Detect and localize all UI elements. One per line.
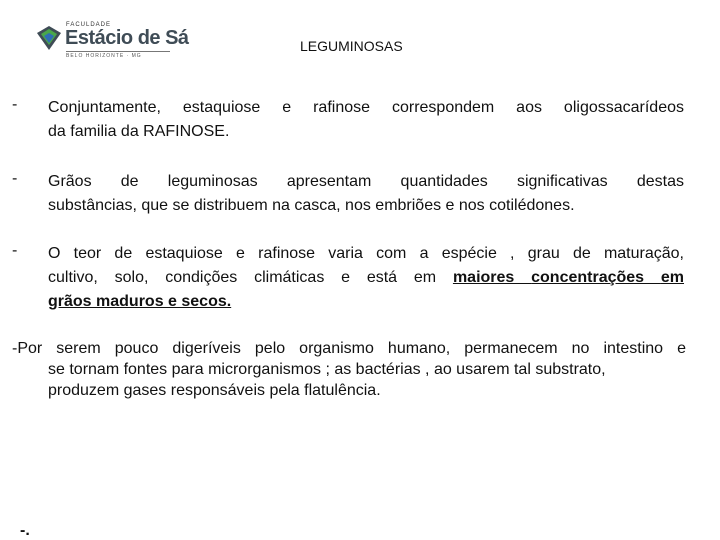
list-item xyxy=(48,170,684,218)
trailing-mark: -. xyxy=(20,522,30,539)
paragraph-line: -Por serem pouco digeríveis pelo organismo humano, permanecem no intestino e xyxy=(12,340,686,357)
list-item xyxy=(48,96,684,144)
item-line xyxy=(48,266,684,290)
logo-divider xyxy=(66,51,170,52)
closing-paragraph xyxy=(12,338,686,401)
logo-top-text: FACULDADE xyxy=(66,22,112,28)
item-line: da familia da RAFINOSE. xyxy=(48,123,230,140)
item-line: Grãos de leguminosas apresentam quantidades significativas destas xyxy=(48,173,684,190)
item-text: cultivo, solo, condições climáticas e está em xyxy=(48,269,453,286)
emphasis-text: grãos maduros e secos. xyxy=(48,293,232,310)
paragraph-line: produzem gases responsáveis pela flatulência. xyxy=(48,382,381,399)
list-item xyxy=(48,242,684,314)
item-line xyxy=(48,290,684,314)
emphasis-text: concentrações xyxy=(531,269,661,286)
logo-sub-text: BELO HORIZONTE · MG xyxy=(66,53,142,59)
logo-name-text: Estácio de Sá xyxy=(65,27,189,49)
paragraph-line: se tornam fontes para microrganismos ; as bactérias , ao usarem tal substrato, xyxy=(48,361,606,378)
institution-logo xyxy=(36,20,189,60)
item-line: Conjuntamente, estaquiose e rafinose correspondem aos oligossacarídeos xyxy=(48,99,684,116)
emphasis-text: em xyxy=(660,269,685,286)
bullet-marker: - xyxy=(12,96,18,113)
bullet-marker: - xyxy=(12,170,18,187)
bullet-marker: - xyxy=(12,242,18,259)
page-title: LEGUMINOSAS xyxy=(300,38,403,54)
item-line: substâncias, que se distribuem na casca, nos embriões e nos cotilédones. xyxy=(48,197,575,214)
item-line: O teor de estaquiose e rafinose varia com a espécie , grau de maturação, xyxy=(48,245,684,262)
emphasis-text: maiores xyxy=(452,269,532,286)
logo-emblem-icon xyxy=(36,25,62,51)
